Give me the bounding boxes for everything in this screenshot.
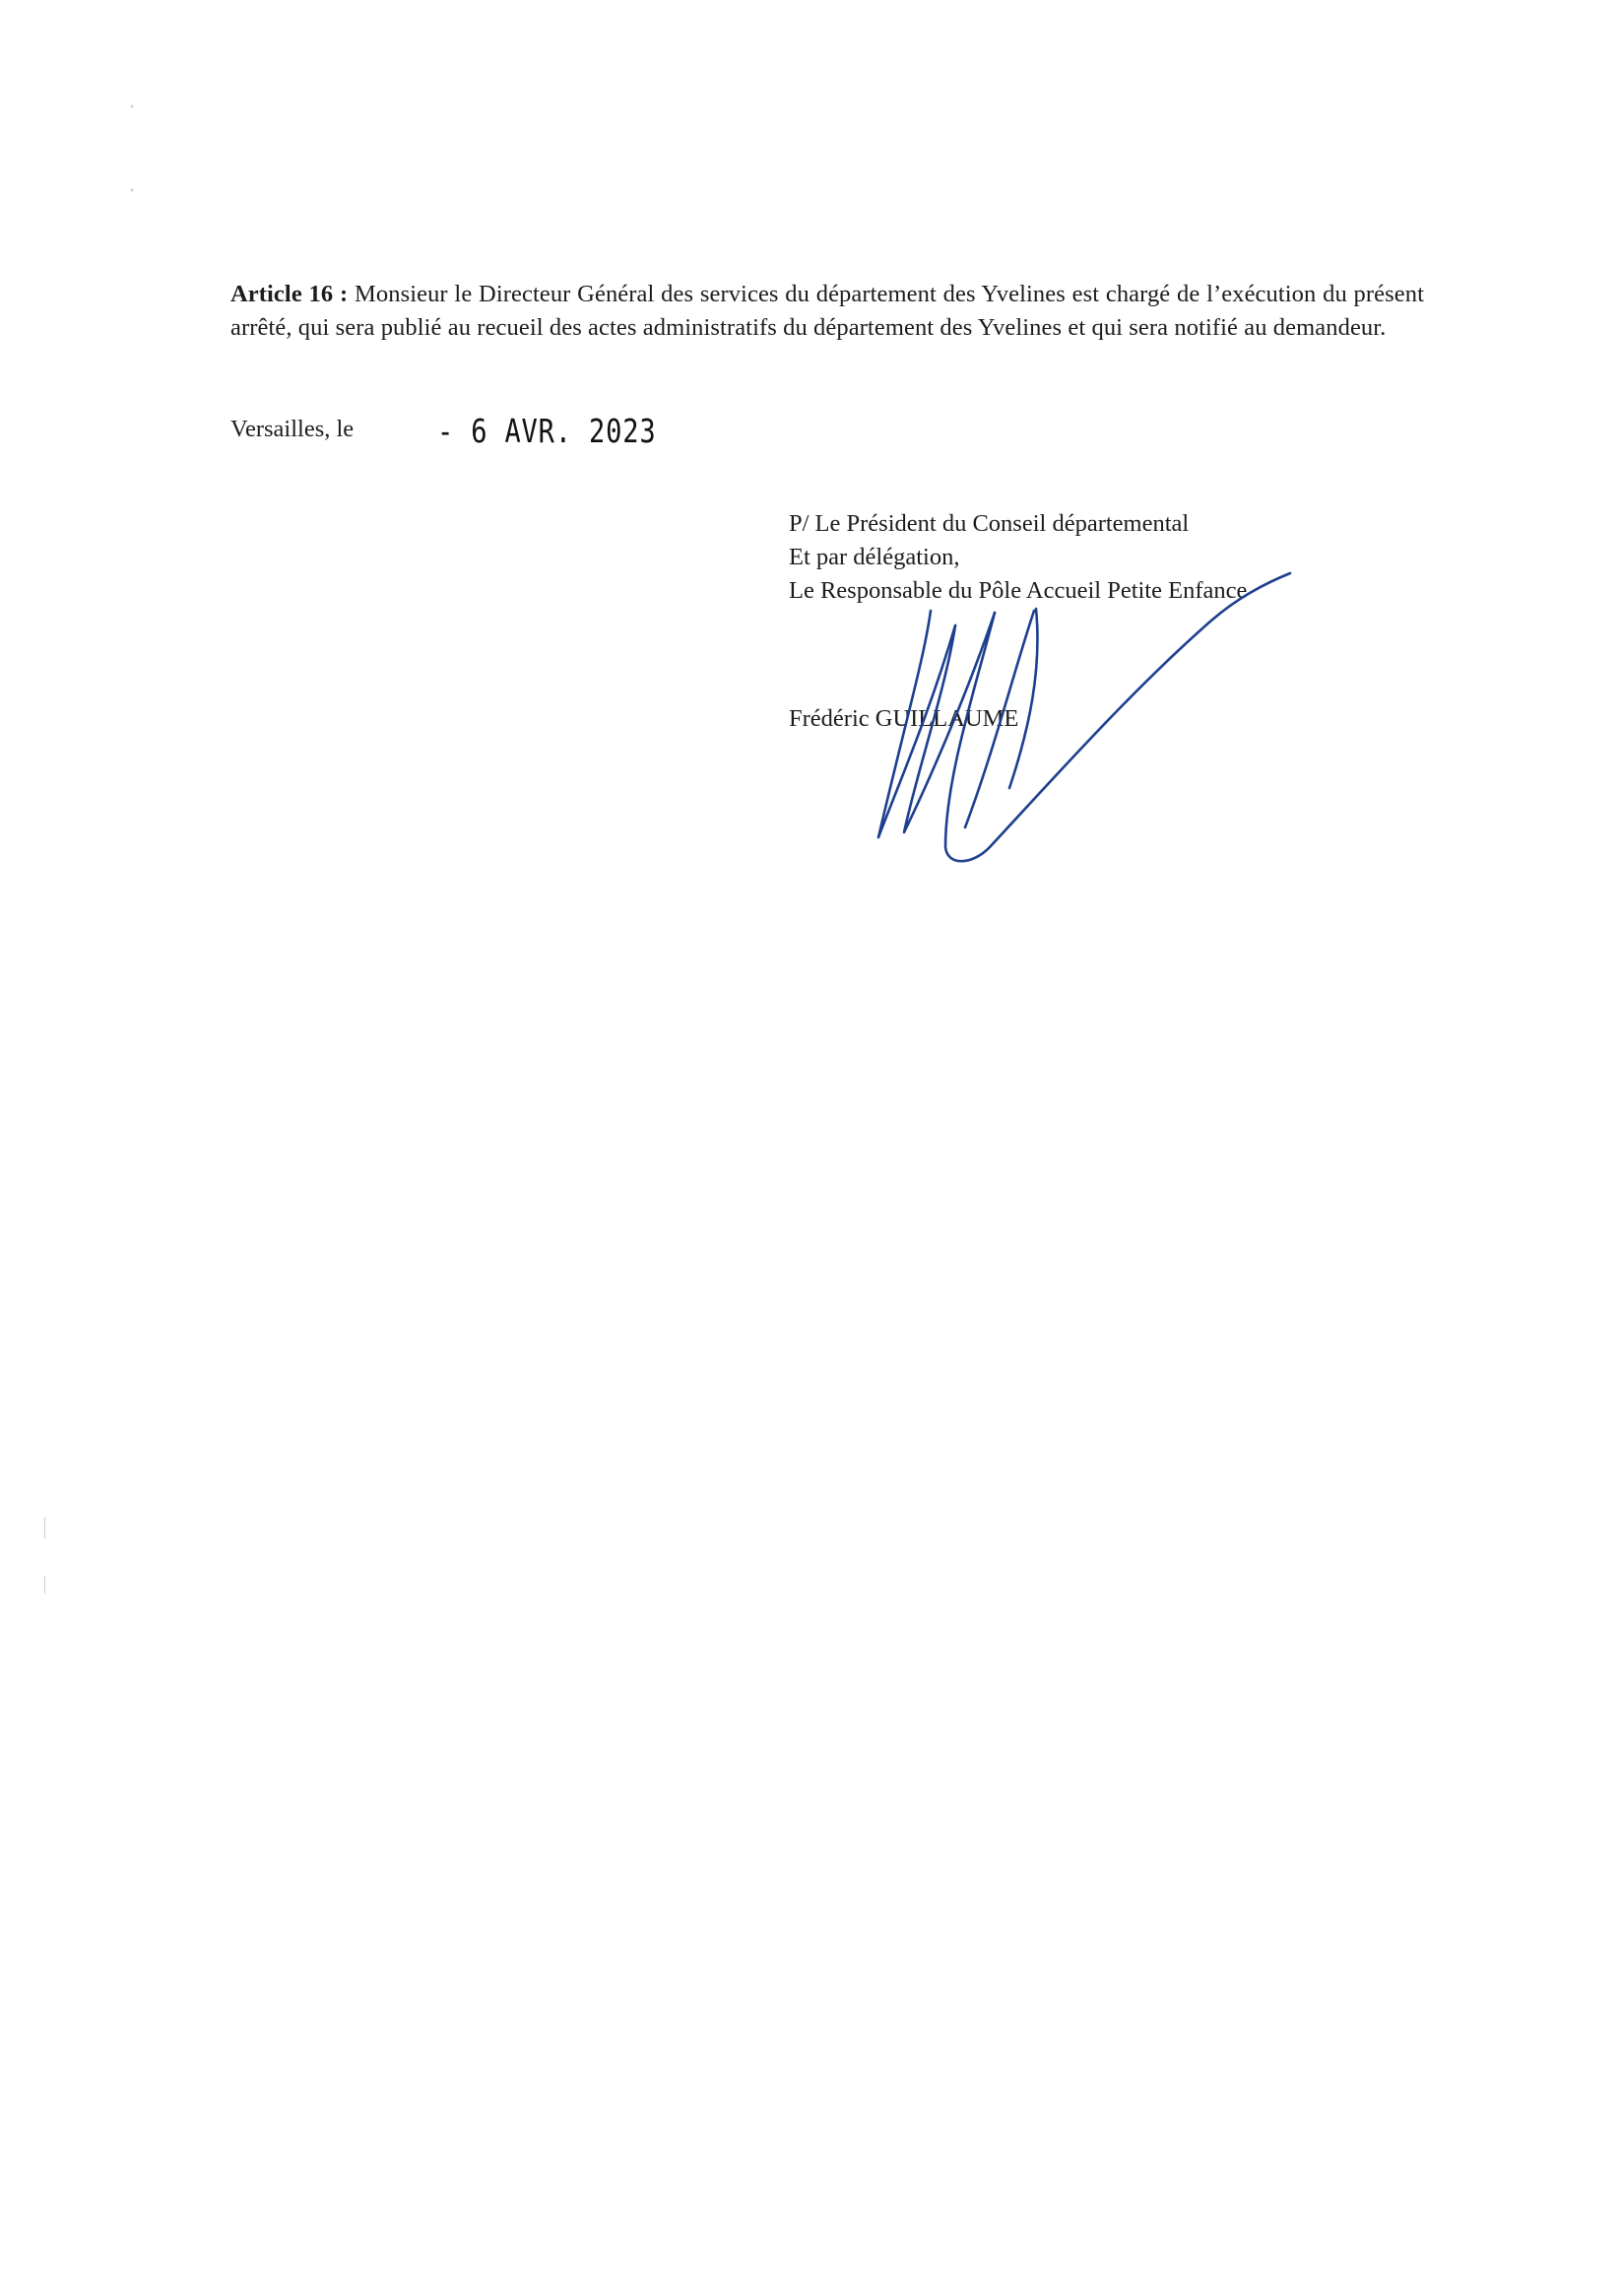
signatory-line-1: P/ Le Président du Conseil départemental (789, 510, 1190, 537)
dateline (230, 412, 920, 451)
article-heading: Article 16 : (230, 281, 349, 307)
dateline-place: Versailles, le (230, 416, 355, 442)
article-paragraph (230, 278, 1424, 345)
signatory-line-3: Le Responsable du Pôle Accueil Petite Enfance (789, 577, 1248, 604)
article-body: Monsieur le Directeur Général des services du département des Yvelines est chargé de l’exécution du présent arrêté, qui sera publié au recueil des actes administratifs du département des Yvelines et qui sera notifié au demandeur. (230, 281, 1425, 341)
signatory-name: Frédéric GUILLAUME (789, 705, 1019, 732)
article-16 (230, 278, 1424, 345)
signatory-line-2: Et par délégation, (789, 544, 960, 570)
signature-stroke (1009, 609, 1037, 788)
signatory-block (789, 507, 1380, 608)
date-stamp: - 6 AVR. 2023 (437, 412, 657, 450)
